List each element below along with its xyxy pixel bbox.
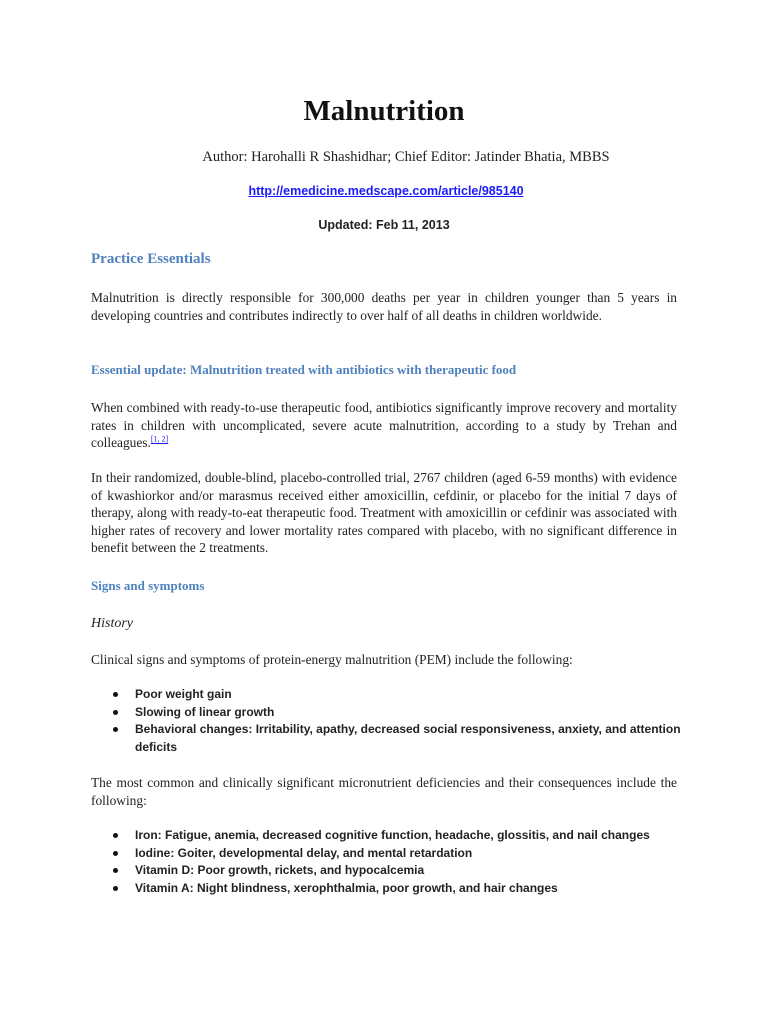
bullet-icon: [113, 692, 118, 697]
bullet-icon: [113, 868, 118, 873]
paragraph-update-2: In their randomized, double-blind, placebo-controlled trial, 2767 children (aged 6-59 months) with evidence of kwashiorkor and/or marasmus received either amoxicillin, cefdinir, or placebo for the initial 7 days of therapy, along with ready-to-eat therapeutic food. Treatment with amoxicillin or cefdinir was associated with higher rates of recovery and lower mortality rates compared with placebo, with no significant difference in benefit between the 2 treatments.: [91, 470, 677, 555]
list-item: [91, 721, 691, 756]
bullet-icon: [113, 727, 118, 732]
author-line: Author: Harohalli R Shashidhar; Chief Editor: Jatinder Bhatia, MBBS: [202, 149, 610, 165]
bullet-icon: [113, 851, 118, 856]
list-item-text: Vitamin D: Poor growth, rickets, and hypocalcemia: [135, 863, 425, 877]
list-item: [91, 845, 691, 863]
subheading-history: History: [91, 616, 133, 631]
bullet-icon: [113, 886, 118, 891]
paragraph-practice: Malnutrition is directly responsible for 300,000 deaths per year in children younger than 5 years in developing countries and contributes indirectly to over half of all deaths in children worldwide.: [91, 290, 677, 323]
micronutrient-list: [91, 827, 691, 897]
paragraph-update-1: [91, 399, 677, 452]
list-item-text: Behavioral changes: Irritability, apathy, decreased social responsiveness, anxiety, and attention deficits: [135, 722, 681, 754]
list-item: [91, 704, 691, 722]
updated-date: Updated: Feb 11, 2013: [318, 218, 450, 232]
page-title: Malnutrition: [303, 95, 465, 127]
pem-list: [91, 686, 691, 756]
list-item-text: Iron: Fatigue, anemia, decreased cognitive function, headache, glossitis, and nail changes: [135, 828, 650, 842]
list-item-text: Iodine: Goiter, developmental delay, and mental retardation: [135, 845, 473, 860]
list-item: [91, 827, 691, 845]
bullet-icon: [113, 833, 118, 838]
heading-essential-update: Essential update: Malnutrition treated with antibiotics with therapeutic food: [91, 362, 517, 377]
heading-signs-symptoms: Signs and symptoms: [91, 578, 205, 593]
list-item: [91, 862, 691, 880]
list-item-text: Vitamin A: Night blindness, xerophthalmia, poor growth, and hair changes: [135, 880, 558, 895]
article-link[interactable]: http://emedicine.medscape.com/article/985140: [248, 184, 524, 198]
list-item: [91, 686, 691, 704]
list-item: [91, 880, 691, 898]
list-item-text: Poor weight gain: [135, 687, 232, 701]
list-item-text: Slowing of linear growth: [135, 704, 275, 719]
reference-link[interactable]: [1, 2]: [150, 434, 169, 444]
paragraph-update-1-text: When combined with ready-to-use therapeutic food, antibiotics significantly improve recovery and mortality rates in children with uncomplicated, severe acute malnutrition, according to a study by Trehan and colleagues.: [91, 400, 677, 450]
paragraph-micro-intro: The most common and clinically significant micronutrient deficiencies and their consequences include the following:: [91, 775, 677, 808]
paragraph-pem-intro: Clinical signs and symptoms of protein-energy malnutrition (PEM) include the following:: [91, 652, 573, 667]
bullet-icon: [113, 710, 118, 715]
heading-practice-essentials: Practice Essentials: [91, 251, 211, 267]
